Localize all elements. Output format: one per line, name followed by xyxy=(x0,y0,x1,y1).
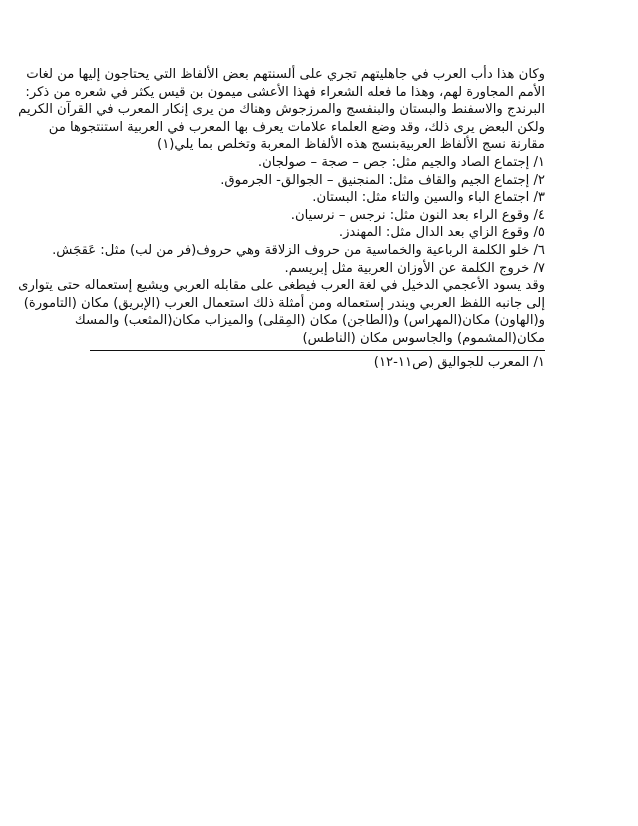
footnote-1: ١/ المعرب للجواليق (ص١١-١٢) xyxy=(373,354,545,370)
footnote-separator xyxy=(90,350,545,351)
list-item-1: ١/ إجتماع الصاد والجيم مثل: جص – صجة – صولجان. xyxy=(257,154,545,170)
paragraph-line-7: إلى جانبه اللفظ العربي ويندر إستعماله ومن أمثلة ذلك استعمال العرب (الإبريق) مكان (التامورة) xyxy=(23,295,545,311)
list-item-6: ٦/ خلو الكلمة الرباعية والخماسية من حروف الزلاقة وهي حروف(فر من لب) مثل: عَقجَش. xyxy=(52,242,545,258)
paragraph-line-1: وكان هذا دأب العرب في جاهليتهم تجري على ألسنتهم بعض الألفاظ التي يحتاجون إليها من لغات xyxy=(26,67,545,82)
paragraph-line-2: الأمم المجاورة لهم، وهذا ما فعله الشعراء فهذا الأعشى ميمون بن قيس يكثر في شعره من ذكر: xyxy=(25,84,545,100)
paragraph-line-8: و(الهاون) مكان(المهراس) و(الطاجن) مكان (المِقلى) والميزاب مكان(المثعب) والمسك xyxy=(74,313,545,329)
list-item-2: ٢/ إجتماع الجيم والقاف مثل: المنجنيق – الجوالق- الجرموق. xyxy=(220,172,545,188)
list-item-5: ٥/ وقوع الزاي بعد الدال مثل: المهندز. xyxy=(338,225,545,241)
document-page xyxy=(18,66,545,371)
list-item-4: ٤/ وقوع الراء بعد النون مثل: نرجس – نرسيان. xyxy=(290,207,545,223)
paragraph-line-5: مقارنة نسج الألفاظ العربيةبنسج هذه الألفاظ المعربة وتخلص بما يلي(١) xyxy=(157,137,545,153)
paragraph-line-3: البرندج والاسفنط والبستان والبنفسج والمرزجوش وهناك من يرى إنكار المعرب في القرآن الكريم xyxy=(18,102,545,118)
list-item-7: ٧/ خروج الكلمة عن الأوزان العربية مثل إبريسم. xyxy=(284,260,545,276)
paragraph-line-6: وقد يسود الأعجمي الدخيل في لغة العرب فيطغى على مقابله العربي ويشيع إستعماله حتى يتوارى xyxy=(18,278,545,294)
paragraph-line-4: ولكن البعض يرى ذلك، وقد وضع العلماء علامات يعرف بها المعرب في العربية استنتجوها من xyxy=(48,119,545,135)
paragraph-line-9: مكان(المشموم) والجاسوس مكان (الناطس) xyxy=(302,330,545,346)
list-item-3: ٣/ اجتماع الباء والسين والتاء مثل: البستان. xyxy=(312,190,545,206)
